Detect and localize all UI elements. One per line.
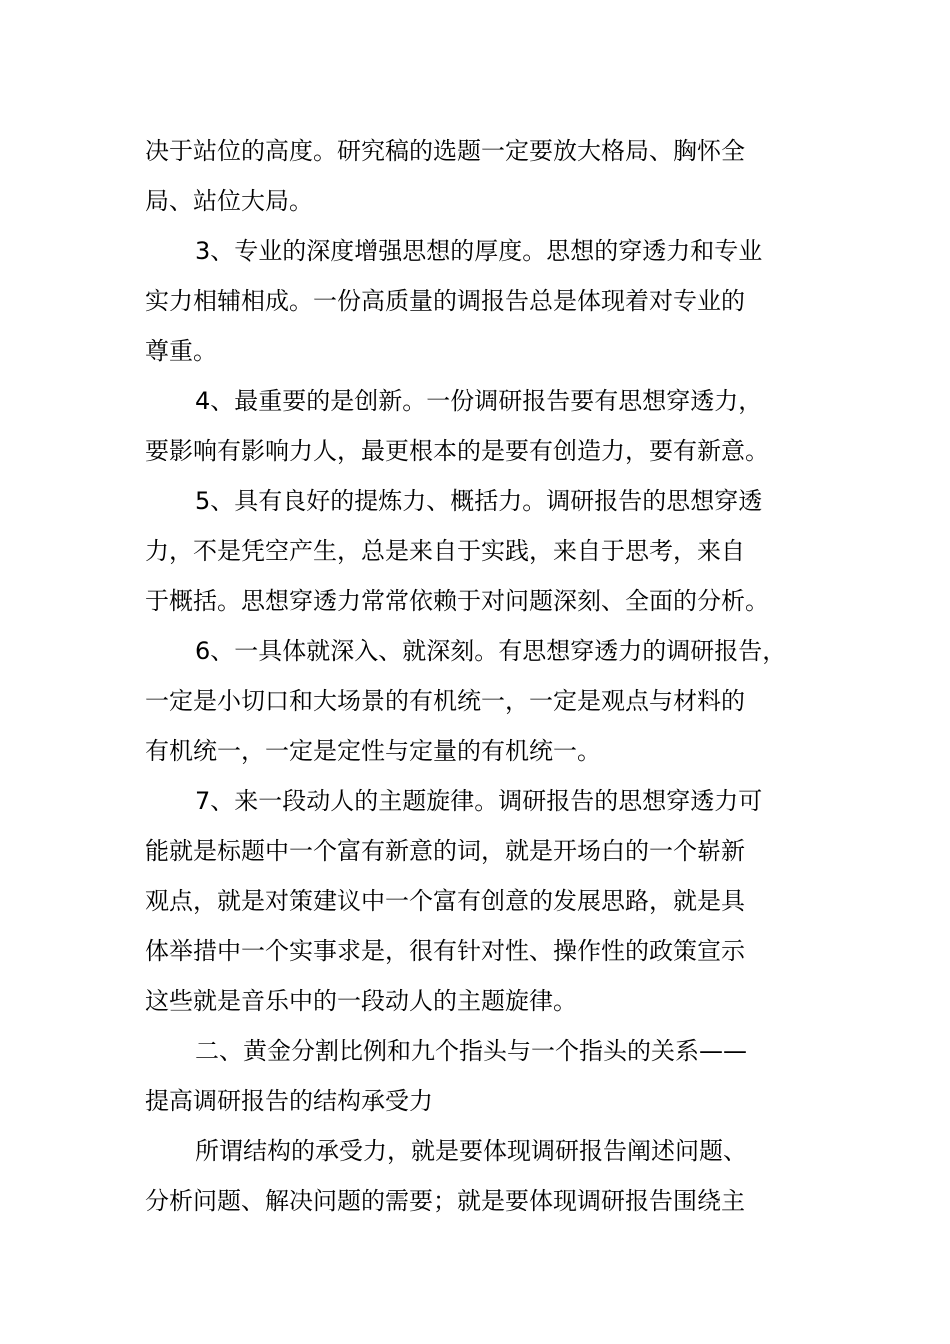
text-line-1: 决于站位的高度。研究稿的选题一定要放大格局、胸怀全 [145,137,745,165]
text-line-5: 尊重。 [145,337,217,365]
text-line-13: 有机统一，一定是定性与定量的有机统一。 [145,737,601,765]
text-line-6: 4、最重要的是创新。一份调研报告要有思想穿透力， [195,387,763,415]
text-line-4: 实力相辅相成。一份高质量的调报告总是体现着对专业的 [145,287,745,315]
text-line-22: 分析问题、解决问题的需要；就是要体现调研报告围绕主 [145,1187,745,1215]
text-line-12: 一定是小切口和大场景的有机统一，一定是观点与材料的 [145,687,745,715]
text-line-8: 5、具有良好的提炼力、概括力。调研报告的思想穿透 [195,487,763,515]
text-line-2: 局、站位大局。 [145,187,313,215]
text-line-18: 这些就是音乐中的一段动人的主题旋律。 [145,987,577,1015]
section-heading-line-1: 二、黄金分割比例和九个指头与一个指头的关系—— [195,1037,747,1065]
text-line-15: 能就是标题中一个富有新意的词，就是开场白的一个崭新 [145,837,745,865]
text-line-10: 于概括。思想穿透力常常依赖于对问题深刻、全面的分析。 [145,587,769,615]
text-line-17: 体举措中一个实事求是，很有针对性、操作性的政策宣示 [145,937,745,965]
document-body [145,126,810,1226]
section-heading-line-2: 提高调研报告的结构承受力 [145,1087,433,1115]
text-line-3: 3、专业的深度增强思想的厚度。思想的穿透力和专业 [195,237,763,265]
text-line-7: 要影响有影响力人，最更根本的是要有创造力，要有新意。 [145,437,769,465]
text-line-16: 观点，就是对策建议中一个富有创意的发展思路，就是具 [145,887,745,915]
text-line-11: 6、一具体就深入、就深刻。有思想穿透力的调研报告， [195,637,787,665]
text-line-21: 所谓结构的承受力，就是要体现调研报告阐述问题、 [195,1137,747,1165]
text-line-14: 7、来一段动人的主题旋律。调研报告的思想穿透力可 [195,787,763,815]
text-line-9: 力，不是凭空产生，总是来自于实践，来自于思考，来自 [145,537,745,565]
